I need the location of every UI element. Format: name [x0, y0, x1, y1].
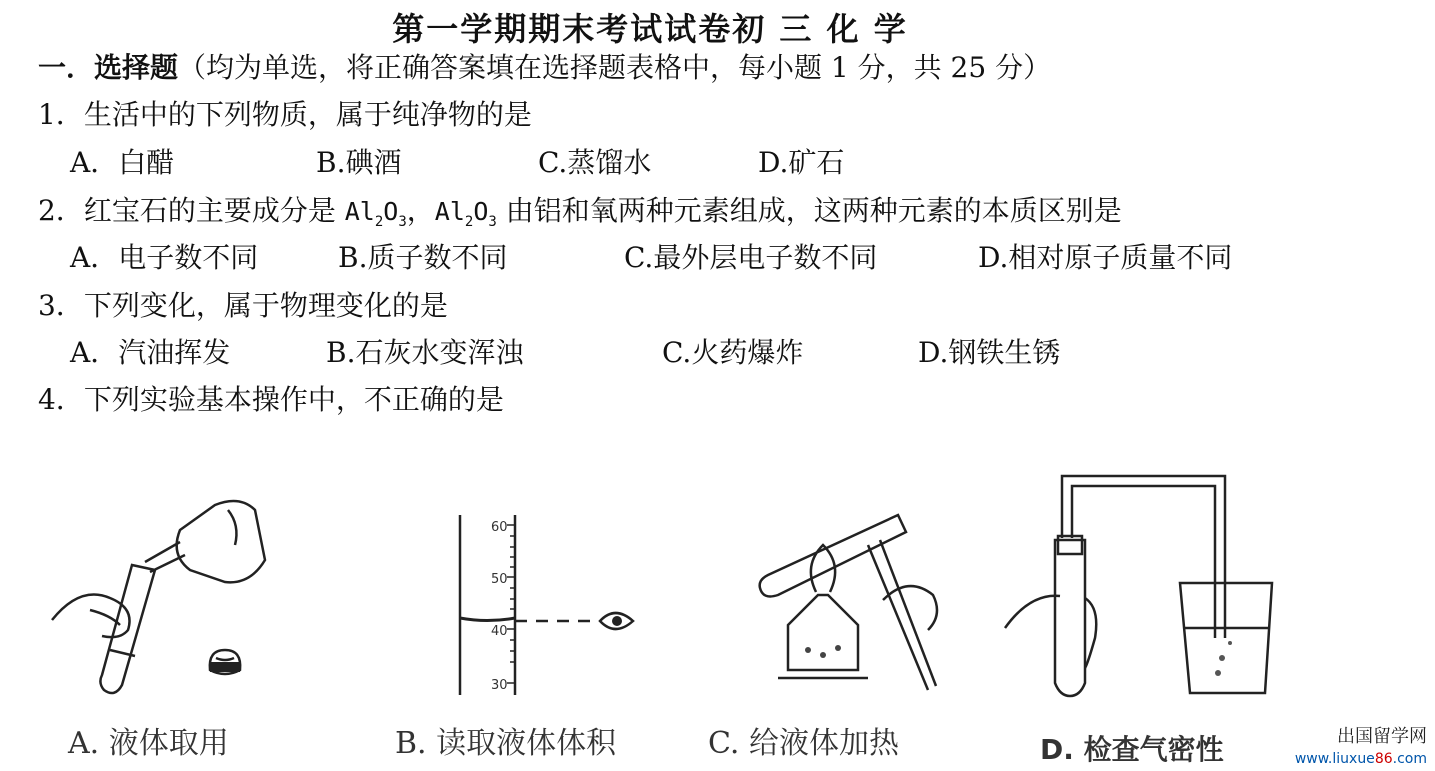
- q2-option-b: B.质子数不同: [338, 241, 508, 274]
- figure-d-airtightness-check: [1000, 468, 1290, 708]
- figure-d-caption: D. 检查气密性: [1040, 733, 1224, 766]
- watermark-logo: [1295, 722, 1427, 767]
- q1-option-a: A．白醋: [70, 146, 175, 179]
- q3-option-a: A．汽油挥发: [70, 336, 231, 369]
- question-4-stem: 4．下列实验基本操作中，不正确的是: [38, 383, 504, 416]
- section-heading-line: [38, 50, 1051, 86]
- tick-label-30: 30: [491, 678, 508, 693]
- q2-option-c: C.最外层电子数不同: [624, 241, 878, 274]
- section-heading: 一．选择题: [38, 51, 179, 84]
- watermark-url: www.liuxue86.com: [1294, 751, 1427, 767]
- q2-comma: ，: [406, 194, 435, 227]
- section-note: （均为单选，将正确答案填在选择题表格中，每小题 1 分，共 25 分）: [178, 51, 1052, 84]
- tick-label-60: 60: [491, 520, 508, 535]
- tick-label-40: 40: [491, 624, 508, 639]
- q1-option-b: B.碘酒: [316, 146, 402, 179]
- q1-option-c: C.蒸馏水: [538, 146, 652, 179]
- q2-stem-tail: 由铝和氧两种元素组成，这两种元素的本质区别是: [496, 194, 1122, 227]
- formula-al2o3-b: $Al_2O_3$: [434, 197, 497, 230]
- q3-option-c: C.火药爆炸: [662, 336, 804, 369]
- q2-option-a: A．电子数不同: [70, 241, 259, 274]
- watermark-cn: 出国留学网: [1337, 726, 1427, 747]
- question-3-stem: 3．下列变化，属于物理变化的是: [38, 289, 448, 322]
- page-title: 第一学期期末考试试卷初 三 化 学: [392, 10, 908, 48]
- figure-a-caption: A. 液体取用: [68, 726, 229, 761]
- question-2-stem: [38, 193, 1122, 240]
- figure-b-reading-volume: [445, 505, 645, 700]
- q3-option-b: B.石灰水变浑浊: [326, 336, 524, 369]
- question-1-stem: 1．生活中的下列物质，属于纯净物的是: [38, 98, 532, 131]
- q2-stem-lead: 2．红宝石的主要成分是: [38, 194, 345, 227]
- q2-option-d: D.相对原子质量不同: [978, 241, 1233, 274]
- q1-option-d: D.矿石: [758, 146, 845, 179]
- q3-option-d: D.钢铁生锈: [918, 336, 1061, 369]
- tick-label-50: 50: [491, 572, 508, 587]
- figure-b-caption: B. 读取液体体积: [395, 726, 617, 761]
- figure-c-heating-liquid: [748, 500, 958, 700]
- formula-al2o3-a: $Al_2O_3$: [344, 197, 407, 230]
- figure-a-liquid-pouring: [40, 490, 300, 710]
- figure-c-caption: C. 给液体加热: [708, 726, 899, 761]
